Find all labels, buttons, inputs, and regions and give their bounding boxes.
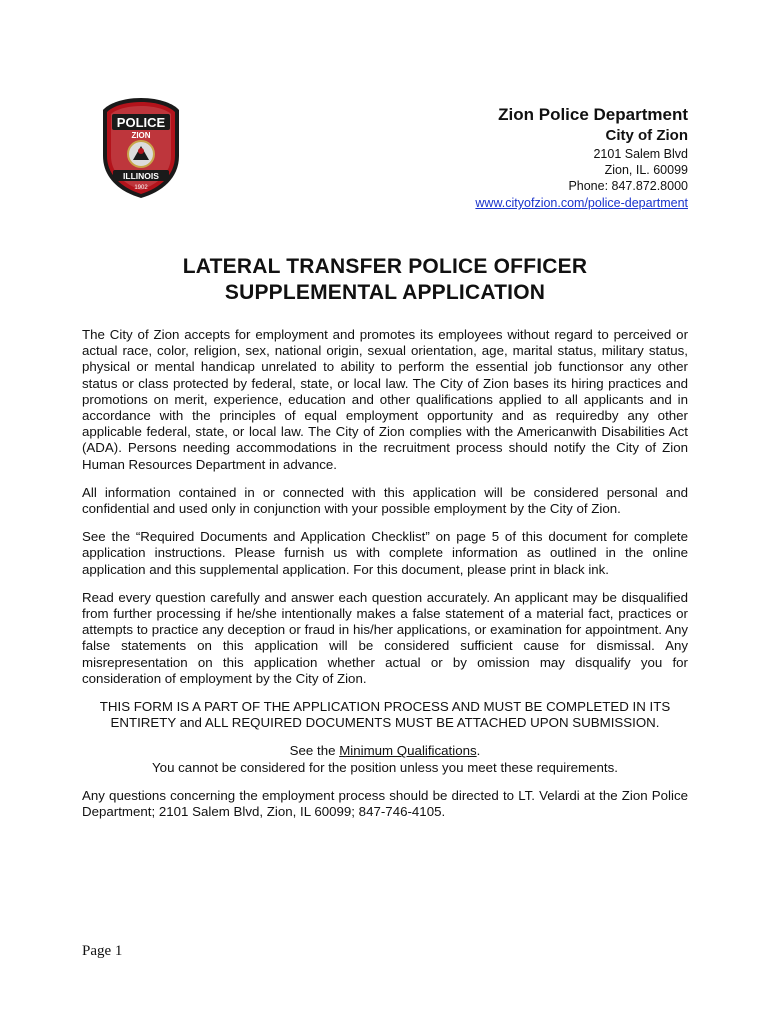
department-name: Zion Police Department (498, 105, 688, 124)
see-prefix: See the (289, 743, 340, 759)
phone-number: Phone: 847.872.8000 (568, 179, 688, 193)
confidentiality-paragraph: All information contained in or connected with this application will be considered personal and confidential and used only in conjunction with your possible employment by the City of Zion. (82, 484, 688, 517)
document-body (82, 327, 688, 832)
contact-paragraph: Any questions concerning the employment process should be directed to LT. Velardi at the Zion Police Department; 2101 Salem Blvd, Zion, IL 60099; 847-746-4105. (82, 787, 688, 820)
page-number: Page 1 (82, 943, 123, 959)
qualifications-requirement: You cannot be considered for the position unless you meet these requirements. (152, 759, 618, 775)
document-title (0, 254, 770, 306)
accuracy-paragraph: Read every question carefully and answer each question accurately. An applicant may be disqualified from further processing if he/she intentionally makes a false statement of a material fact, practices or attempts to practice any deception or fraud in his/her applications, or examination for appointment. Any false statements on this application will be considered sufficient cause for dismissal. Any misrepresentation on this application whether actual or by omission may disqualify you for consideration of employment by the City of Zion. (82, 589, 688, 686)
badge-bottom-text: ILLINOIS (123, 171, 159, 181)
badge-year: 1902 (134, 185, 148, 191)
title-line-2: SUPPLEMENTAL APPLICATION (224, 281, 546, 304)
eeo-paragraph: The City of Zion accepts for employment and promotes its employees without regard to perceived or actual race, color, religion, sex, national origin, sexual orientation, age, marital status, military status, physical or mental handicap unrelated to ability to perform the essential job functionsor any other status or class protected by federal, state, or local law. The City of Zion bases its hiring practices and promotions on merit, experience, education and other qualifications applied to all applicants and in accordance with the principles of equal employment opportunity and as requiredby any other applicable federal, state, or local law. The City of Zion complies with the Americanwith Disabilities Act (ADA). Persons needing accommodations in the recruitment process should notify the City of Zion Human Resources Department in advance. (82, 327, 688, 472)
badge-middle-text: ZION (131, 131, 151, 140)
address-line-1: 2101 Salem Blvd (593, 147, 688, 161)
notice-line-2: ENTIRETY and ALL REQUIRED DOCUMENTS MUST BE ATTACHED UPON SUBMISSION. (110, 715, 660, 731)
notice-line-1: THIS FORM IS A PART OF THE APPLICATION PROCESS AND MUST BE COMPLETED IN ITS (99, 699, 671, 715)
minimum-qualifications-link[interactable]: Minimum Qualifications (339, 743, 477, 759)
address-line-2: Zion, IL. 60099 (604, 163, 688, 177)
submission-notice (82, 699, 688, 731)
city-name: City of Zion (605, 127, 688, 144)
title-line-1: LATERAL TRANSFER POLICE OFFICER (182, 255, 588, 278)
badge-top-text: POLICE (116, 115, 166, 130)
see-suffix: . (476, 743, 481, 759)
letterhead (475, 104, 688, 212)
instructions-paragraph: See the “Required Documents and Application Checklist” on page 5 of this document for complete application instructions. Please furnish us with complete information as outlined in the online application and this supplemental application. For this document, please print in black ink. (82, 529, 688, 577)
website-link[interactable]: www.cityofzion.com/police-department (475, 196, 688, 210)
police-badge-logo (100, 96, 182, 200)
qualifications-notice (82, 743, 688, 775)
